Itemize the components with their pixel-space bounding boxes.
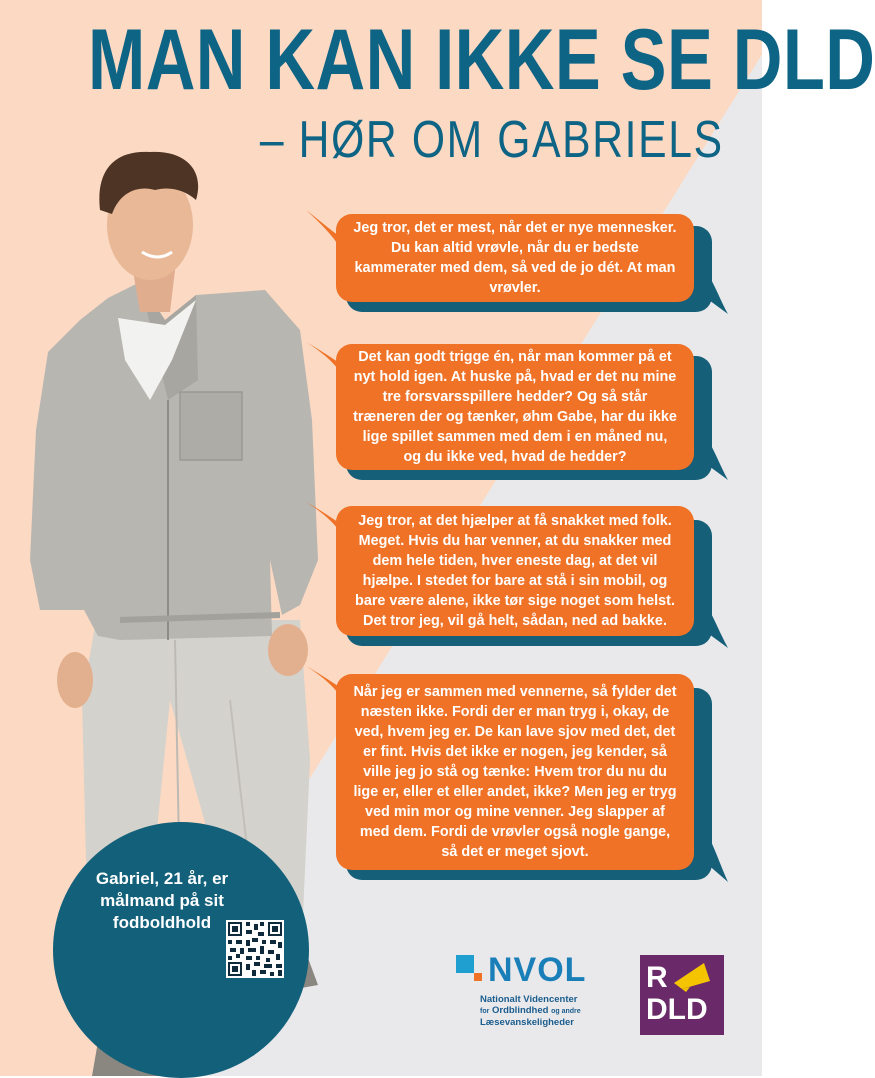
speech-bubble: Når jeg er sammen med vennerne, så fylder det næsten ikke. Fordi der er man tryg i, okay, de ved, hvem jeg er. De kan lave sjov med det, det er fint. Hvis det ikke er nogen, jeg kender, så ville jeg jo stå og tænke: Hvem tror du nu du lige er, eller et eller andet, ikke? Men jeg er tryg ved min mor og mine venner. Jeg slapper af med dem. Fordi de vrøvler også nogle gange, så det er meget sjovt. [336,674,694,870]
bubble-tail [692,790,732,890]
nvol-line1: Nationalt Videncenter [480,994,578,1005]
page-title: MAN KAN IKKE SE DLD [88,12,875,108]
raad-dld-logo-icon [640,955,724,1035]
nvol-subtitle [480,994,630,1028]
speech-bubble: Det kan godt trigge én, når man kommer på et nyt hold igen. At huske på, hvad er det nu mine tre forsvarsspillere hedder? Og så står træneren der og tænker, øhm Gabe, har du ikke lige spillet sammen med dem i en måned nu, og du ikke ved, hvad de hedder? [336,344,694,470]
bubble-tail [692,232,732,322]
megaphone-icon [670,959,714,993]
raad-logo-top: R [646,961,668,994]
bubble-tail [692,398,732,488]
nvol-logo-text: NVOL [488,951,587,989]
nvol-line2-small: for [480,1008,490,1015]
nvol-logo-icon [456,955,486,981]
page-subtitle: – HØR OM GABRIELS [260,111,724,169]
speech-bubble: Jeg tror, at det hjælper at få snakket med folk. Meget. Hvis du har venner, at du snakker med dem hele tiden, hver eneste dag, at det vil hjælpe. I stedet for bare at stå i sin mobil, og bare være alene, ikke tør sige noget som helst. Det tror jeg, vil gå helt, sådan, ned ad bakke. [336,506,694,636]
nvol-line2-small-b: og andre [551,1008,581,1015]
qr-code-icon[interactable] [226,920,284,978]
caption-text: Gabriel, 21 år, er målmand på sit fodboldhold [95,869,229,932]
raad-logo-bottom: DLD [646,993,708,1026]
nvol-line2 [480,1005,630,1017]
bubble-tail [692,566,732,656]
speech-bubble: Jeg tror, det er mest, når det er nye mennesker. Du kan altid vrøvle, når du er bedste kammerater med dem, så ved de jo dét. At man vrøvler. [336,214,694,302]
nvol-line2-main: Ordblindhed [491,1005,549,1016]
nvol-line3: Læsevanskeligheder [480,1017,574,1028]
